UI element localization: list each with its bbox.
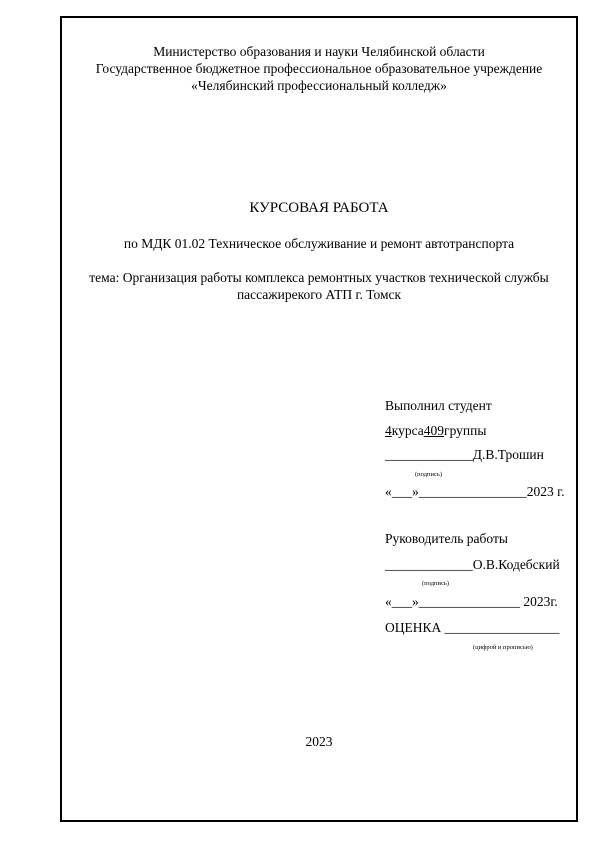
- student-date-line: «___»________________2023 г.: [385, 484, 565, 499]
- topic-line-2: пассажирекого АТП г. Томск: [236, 287, 402, 302]
- supervisor-date-line: «___»_______________ 2023г.: [385, 594, 558, 609]
- ministry-line: Министерство образования и науки Челябинской области: [153, 44, 485, 59]
- student-signature-line: _____________Д.В.Трошин: [385, 447, 544, 462]
- group-number: 409: [423, 423, 445, 438]
- institution-type-line: Государственное бюджетное профессиональное образовательное учреждение: [95, 61, 543, 76]
- year: 2023: [305, 734, 333, 749]
- student-course-group: [385, 423, 486, 439]
- group-word: группы: [444, 423, 487, 438]
- college-name-line: «Челябинский профессиональный колледж»: [191, 78, 447, 93]
- course-number: 4: [385, 423, 392, 438]
- student-signature-caption: (подпись): [415, 471, 442, 478]
- supervisor-signature-line: _____________О.В.Кодебский: [385, 557, 560, 572]
- supervisor-label: Руководитель работы: [385, 531, 508, 546]
- document-title: КУРСОВАЯ РАБОТА: [249, 200, 389, 216]
- student-label: Выполнил студент: [385, 398, 492, 413]
- topic-line-1: тема: Организация работы комплекса ремонтных участков технической службы: [89, 270, 549, 285]
- grade-line: ОЦЕНКА _________________: [385, 620, 560, 635]
- course-word: курса: [391, 423, 424, 438]
- grade-caption: (цифрой и прописью): [473, 644, 533, 651]
- page-border: [60, 16, 578, 822]
- subject-line: по МДК 01.02 Техническое обслуживание и ремонт автотранспорта: [123, 236, 515, 251]
- supervisor-signature-caption: (подпись): [422, 580, 449, 587]
